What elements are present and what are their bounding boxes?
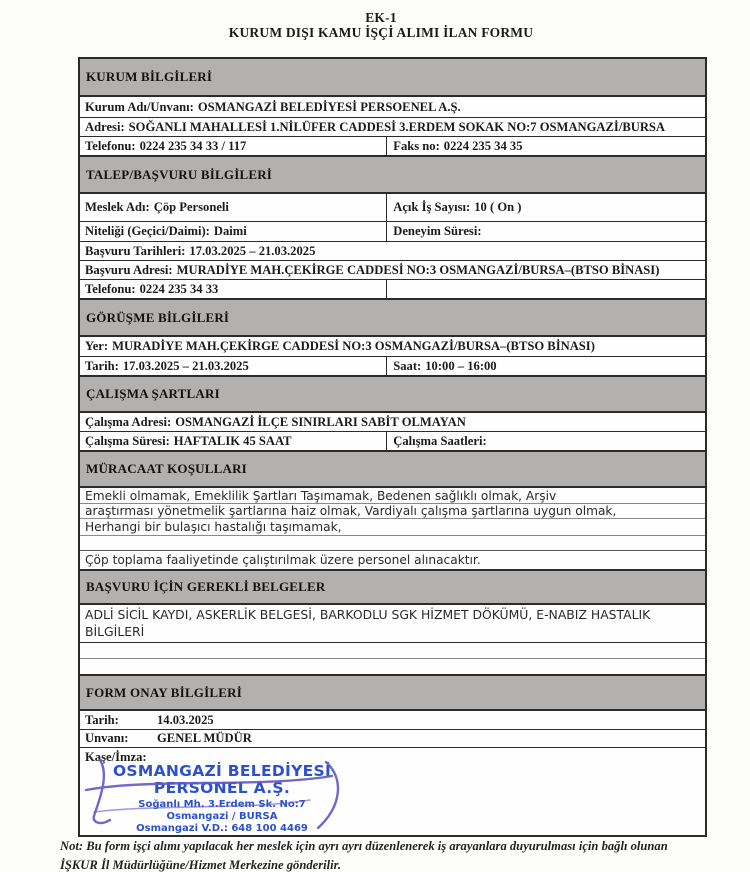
telefon-value: 0224 235 34 33 / 117 xyxy=(139,138,247,153)
section-header-form-onay xyxy=(80,674,705,711)
kurum-adi-value: OSMANGAZİ BELEDİYESİ PERSOENEL A.Ş. xyxy=(197,99,461,114)
gorusme-tarih-label: Tarih: xyxy=(85,358,119,373)
section-header-label: FORM ONAY BİLGİLERİ xyxy=(86,684,242,700)
yer-value: MURADİYE MAH.ÇEKİRGE CADDESİ NO:3 OSMANGAZİ/BURSA–(BTSO BİNASI) xyxy=(112,339,595,353)
meslek-label: Meslek Adı: xyxy=(85,200,150,214)
muracaat-line-2-text: araştırması yönetmelik şartlarına haiz olmak, Vardiyalı çalışma şartlarına uygun olmak, xyxy=(85,504,617,518)
section-header-label: MÜRACAAT KOŞULLARI xyxy=(86,461,247,476)
form-title-line2: KURUM DIŞI KAMU İŞÇİ ALIMI İLAN FORMU xyxy=(228,25,534,40)
section-header-kurum-bilgileri xyxy=(80,59,705,97)
section-header-label: TALEP/BAŞVURU BİLGİLERİ xyxy=(86,166,273,182)
empty-row xyxy=(80,642,705,658)
stamp-line5: Osmangazi V.D.: 648 100 4469 xyxy=(136,823,308,835)
gorusme-saat-label: Saat: xyxy=(393,358,422,373)
cell-gorusme-tarih xyxy=(80,357,386,375)
form-title xyxy=(0,10,750,40)
row-onay-unvan xyxy=(80,729,705,747)
basvuru-tarih-value: 17.03.2025 – 21.03.2025 xyxy=(189,243,316,258)
section-header-label: BAŞVURU İÇİN GEREKLİ BELGELER xyxy=(86,579,326,594)
cell-talep-telefon xyxy=(80,280,386,298)
section-header-label: KURUM BİLGİLERİ xyxy=(86,69,213,84)
row-kase-imza xyxy=(80,747,705,835)
adres-value: SOĞANLI MAHALLESİ 1.NİLÜFER CADDESİ 3.ERDEM SOKAK NO:7 OSMANGAZİ/BURSA xyxy=(128,119,666,134)
cell-meslek xyxy=(80,194,386,221)
muracaat-line-1 xyxy=(80,488,705,503)
talep-telefon-label: Telefonu: xyxy=(85,281,136,296)
row-adres xyxy=(80,117,705,136)
muracaat-line-3 xyxy=(80,518,705,535)
row-meslek-acikis xyxy=(80,194,705,221)
muracaat-note-row xyxy=(80,550,705,569)
row-telefon-faks xyxy=(80,136,705,155)
kase-imza-label: Kaşe/İmza: xyxy=(85,750,147,764)
muracaat-line-2 xyxy=(80,503,705,518)
section-header-label: GÖRÜŞME BİLGİLERİ xyxy=(86,309,230,325)
yer-label: Yer: xyxy=(85,339,109,353)
kurum-adi-label: Kurum Adı/Unvanı: xyxy=(85,99,194,114)
row-calisma-suresi xyxy=(80,431,705,450)
section-header-gorusme xyxy=(80,298,705,337)
cell-deneyim xyxy=(386,222,705,241)
calisma-adres-value: OSMANGAZİ İLÇE SINIRLARI SABİT OLMAYAN xyxy=(175,414,466,429)
footer-note xyxy=(60,837,708,872)
section-header-belgeler xyxy=(80,569,705,605)
row-calisma-adresi xyxy=(80,413,705,431)
form-title-line1: EK-1 xyxy=(365,10,397,25)
nitelik-value: Daimi xyxy=(213,224,247,238)
onay-unvan-label: Unvanı: xyxy=(85,731,129,745)
row-tarih-saat xyxy=(80,356,705,375)
stamp-line3: Soğanlı Mh. 3.Erdem Sk. No:7 xyxy=(138,798,306,810)
cell-gorusme-saat xyxy=(386,357,705,375)
belgeler-content xyxy=(80,605,705,642)
empty-row xyxy=(80,535,705,550)
row-talep-telefon xyxy=(80,279,705,298)
muracaat-line-1-text: Emekli olmamak, Emeklilik Şartları Taşımamak, Bedenen sağlıklı olmak, Arşiv xyxy=(85,488,557,503)
company-stamp xyxy=(92,763,352,834)
section-header-muracaat xyxy=(80,450,705,488)
calisma-sure-value: HAFTALIK 45 SAAT xyxy=(173,433,292,448)
cell-calisma-saatleri xyxy=(386,432,705,450)
acik-is-value: 10 ( On ) xyxy=(474,200,522,214)
footer-note-label: Not: xyxy=(60,839,84,853)
nitelik-label: Niteliği (Geçici/Daimi): xyxy=(85,224,210,238)
empty-row xyxy=(80,658,705,674)
stamp-line2: PERSONEL A.Ş. xyxy=(153,779,291,798)
cell-nitelik xyxy=(80,222,386,241)
onay-unvan-value: GENEL MÜDÜR xyxy=(157,731,252,745)
footer-note-text: Bu form işçi alımı yapılacak her meslek için ayrı ayrı düzenlenerek iş arayanlara duyurulması için bağlı olunan İŞKUR İl Müdürlüğüne/Hizmet Merkezine gönderilir. xyxy=(60,839,668,872)
calisma-adres-label: Çalışma Adresi: xyxy=(85,414,172,429)
basvuru-adres-label: Başvuru Adresi: xyxy=(85,262,173,277)
gorusme-saat-value: 10:00 – 16:00 xyxy=(425,358,497,373)
calisma-sure-label: Çalışma Süresi: xyxy=(85,433,170,448)
basvuru-tarih-label: Başvuru Tarihleri: xyxy=(85,243,186,258)
row-basvuru-tarihleri xyxy=(80,241,705,260)
onay-tarih-label: Tarih: xyxy=(85,712,119,727)
row-onay-tarih xyxy=(80,711,705,729)
form-table xyxy=(78,57,707,837)
cell-faks xyxy=(386,137,705,155)
muracaat-note-text: Çöp toplama faaliyetinde çalıştırılmak üzere personel alınacaktır. xyxy=(85,553,481,567)
stamp-line4: Osmangazi / BURSA xyxy=(166,810,278,822)
cell-telefon xyxy=(80,137,386,155)
calisma-saat-label: Çalışma Saatleri: xyxy=(393,433,487,448)
basvuru-adres-value: MURADİYE MAH.ÇEKİRGE CADDESİ NO:3 OSMANGAZİ/BURSA–(BTSO BİNASI) xyxy=(176,262,660,277)
faks-value: 0224 235 34 35 xyxy=(443,138,523,153)
row-kurum-adi xyxy=(80,97,705,117)
row-yer xyxy=(80,337,705,356)
cell-acik-is xyxy=(386,194,705,221)
acik-is-label: Açık İş Sayısı: xyxy=(393,200,471,214)
onay-tarih-value: 14.03.2025 xyxy=(157,712,214,727)
section-header-talep-basvuru xyxy=(80,155,705,194)
muracaat-line-3-text: Herhangi bir bulaşıcı hastalığı taşımamak, xyxy=(85,520,342,534)
cell-calisma-suresi xyxy=(80,432,386,450)
gorusme-tarih-value: 17.03.2025 – 21.03.2025 xyxy=(122,358,249,373)
adres-label: Adresi: xyxy=(85,119,125,134)
section-header-label: ÇALIŞMA ŞARTLARI xyxy=(86,386,220,401)
row-basvuru-adresi xyxy=(80,260,705,279)
meslek-value: Çöp Personeli xyxy=(153,200,229,214)
deneyim-label: Deneyim Süresi: xyxy=(393,224,482,238)
telefon-label: Telefonu: xyxy=(85,138,136,153)
belgeler-content-text: ADLİ SİCİL KAYDI, ASKERLİK BELGESİ, BARKODLU SGK HİZMET DÖKÜMÜ, E-NABIZ HASTALIK BİLGİLERİ xyxy=(85,607,651,639)
faks-label: Faks no: xyxy=(393,138,440,153)
row-nitelik-deneyim xyxy=(80,221,705,241)
stamp-line1: OSMANGAZİ BELEDİYESİ xyxy=(112,762,332,780)
talep-telefon-value: 0224 235 34 33 xyxy=(139,281,219,296)
cell-talep-telefon-empty xyxy=(386,280,705,298)
section-header-calisma xyxy=(80,375,705,413)
